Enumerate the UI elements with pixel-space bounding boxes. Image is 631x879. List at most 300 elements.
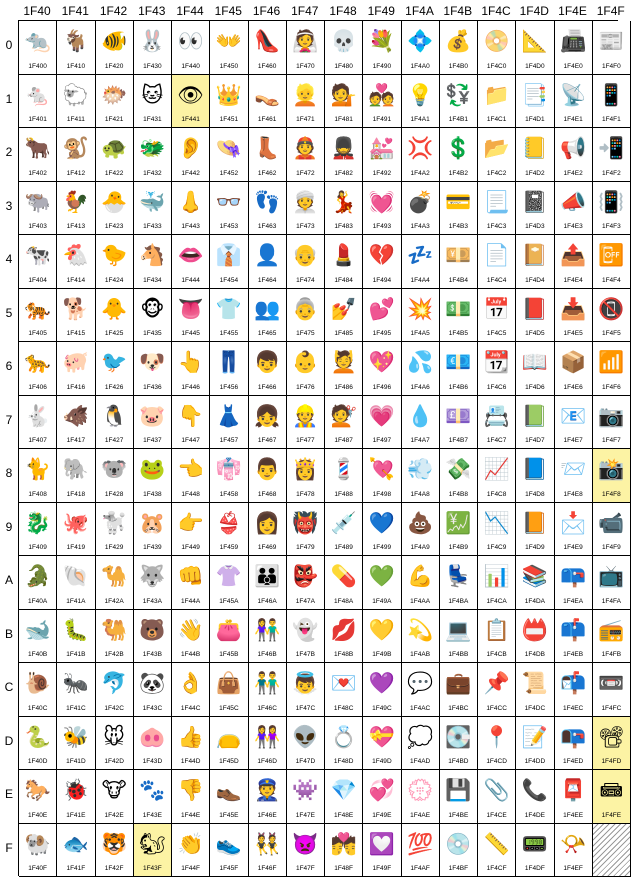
character-cell (287, 556, 325, 610)
codepoint-suffix: C (195, 704, 201, 712)
codepoint-suffix: 9 (157, 544, 162, 551)
codepoint-label (555, 170, 592, 178)
codepoint-prefix: 1F48 (334, 223, 350, 230)
codepoint-label (325, 116, 362, 124)
codepoint-prefix: 1F4C (486, 276, 503, 284)
emoji-glyph: 📩 (560, 510, 587, 535)
codepoint-prefix: 1F44 (181, 437, 197, 444)
emoji-glyph: 👍 (177, 724, 204, 749)
codepoint-prefix: 1F48 (334, 437, 350, 444)
character-cell (19, 610, 57, 664)
emoji-glyph: 📧 (560, 403, 587, 428)
codepoint-label (555, 223, 592, 231)
codepoint-suffix: 2 (81, 169, 86, 177)
emoji-glyph: 📏 (483, 831, 510, 856)
row-header: D (4, 733, 14, 748)
emoji-glyph: 💘 (368, 457, 395, 481)
codepoint-suffix: 0 (81, 62, 86, 70)
codepoint-prefix: 1F49 (372, 276, 388, 284)
character-cell (287, 75, 325, 129)
character-cell (249, 235, 287, 289)
emoji-glyph: 👛 (215, 617, 242, 642)
codepoint-prefix: 1F48 (334, 597, 349, 605)
codepoint-prefix: 1F4B (448, 490, 465, 498)
codepoint-label (19, 116, 56, 124)
emoji-glyph: 🐑 (62, 82, 89, 107)
codepoint-label (249, 705, 286, 713)
codepoint-prefix: 1F42 (104, 544, 120, 551)
emoji-glyph: 📽 (598, 724, 625, 749)
codepoint-label (440, 812, 477, 820)
character-cell (440, 235, 478, 289)
codepoint-suffix: E (234, 811, 239, 819)
codepoint-prefix: 1F44 (181, 597, 196, 605)
character-cell (402, 717, 440, 771)
codepoint-label (593, 758, 630, 766)
codepoint-prefix: 1F42 (104, 383, 120, 391)
codepoint-prefix: 1F43 (143, 383, 158, 391)
emoji-glyph: 👹 (292, 510, 319, 535)
codepoint-suffix: 1 (502, 116, 507, 123)
codepoint-suffix: 8 (464, 490, 468, 498)
codepoint-suffix: 5 (234, 330, 239, 337)
column-header: 1F40 (23, 4, 51, 18)
codepoint-suffix: 9 (387, 544, 392, 551)
codepoint-label (555, 330, 592, 338)
codepoint-suffix: 1 (349, 116, 353, 123)
codepoint-prefix: 1F44 (181, 865, 197, 872)
codepoint-prefix: 1F4A (410, 597, 426, 605)
codepoint-prefix: 1F41 (66, 758, 81, 765)
codepoint-label (478, 598, 515, 606)
character-cell (516, 770, 554, 824)
codepoint-suffix: 9 (81, 544, 86, 551)
codepoint-label (172, 598, 209, 606)
character-cell (593, 182, 631, 236)
codepoint-prefix: 1F45 (219, 597, 235, 605)
emoji-glyph: 📥 (560, 296, 587, 321)
character-cell (478, 235, 516, 289)
codepoint-prefix: 1F4D (524, 865, 541, 872)
codepoint-suffix: E (540, 811, 545, 819)
codepoint-suffix: D (233, 758, 239, 765)
codepoint-suffix: 4 (464, 276, 468, 284)
codepoint-suffix: 1 (196, 116, 200, 123)
codepoint-suffix: 0 (310, 62, 315, 70)
codepoint-prefix: 1F4B (448, 330, 465, 337)
character-cell (363, 21, 401, 75)
row-header: 4 (5, 252, 13, 266)
codepoint-prefix: 1F4E (563, 383, 580, 391)
codepoint-prefix: 1F4B (448, 116, 465, 123)
codepoint-prefix: 1F43 (142, 758, 158, 765)
character-cell (134, 449, 172, 503)
codepoint-prefix: 1F4C (486, 437, 503, 444)
character-cell (172, 182, 210, 236)
codepoint-label (210, 758, 247, 766)
emoji-glyph: 💊 (330, 564, 357, 588)
emoji-glyph: 💇 (330, 403, 357, 428)
codepoint-prefix: 1F4D (525, 544, 542, 551)
codepoint-label (172, 116, 209, 124)
character-cell (19, 342, 57, 396)
codepoint-suffix: A (425, 597, 431, 605)
codepoint-prefix: 1F41 (66, 383, 82, 391)
codepoint-label (363, 544, 400, 552)
codepoint-label (210, 865, 247, 873)
codepoint-prefix: 1F4F (601, 169, 618, 177)
emoji-glyph: 🐬 (101, 671, 128, 695)
character-cell (57, 75, 95, 129)
character-cell (96, 182, 134, 236)
codepoint-label (96, 63, 133, 71)
codepoint-suffix: F (157, 865, 162, 872)
codepoint-suffix: 5 (426, 330, 430, 337)
codepoint-prefix: 1F4B (448, 865, 465, 872)
emoji-glyph: 👫 (254, 617, 281, 642)
codepoint-label (478, 330, 515, 338)
codepoint-prefix: 1F4D (525, 223, 542, 230)
codepoint-label (440, 277, 477, 285)
emoji-glyph: 📖 (521, 350, 548, 374)
codepoint-prefix: 1F47 (296, 330, 311, 337)
emoji-glyph: 🐆 (24, 350, 51, 374)
character-cell (325, 21, 363, 75)
codepoint-suffix: E (616, 811, 622, 819)
emoji-glyph: 📌 (483, 671, 510, 695)
codepoint-suffix: 6 (541, 383, 545, 391)
codepoint-prefix: 1F4F (601, 276, 618, 284)
character-cell (363, 663, 401, 717)
codepoint-prefix: 1F49 (372, 169, 388, 177)
codepoint-label (555, 812, 592, 820)
codepoint-prefix: 1F41 (66, 811, 82, 819)
codepoint-label (363, 170, 400, 178)
character-cell (249, 717, 287, 771)
codepoint-suffix: 7 (464, 437, 468, 444)
codepoint-label (19, 384, 56, 392)
codepoint-prefix: 1F49 (372, 651, 388, 658)
character-cell (19, 556, 57, 610)
character-cell (363, 342, 401, 396)
codepoint-prefix: 1F4E (563, 651, 579, 658)
column-header: 1F47 (291, 4, 319, 18)
character-cell (593, 770, 631, 824)
emoji-glyph: 📁 (483, 82, 510, 107)
codepoint-prefix: 1F42 (104, 704, 120, 712)
column-header: 1F4C (481, 4, 511, 18)
codepoint-prefix: 1F42 (104, 811, 120, 819)
codepoint-prefix: 1F42 (104, 865, 120, 872)
codepoint-suffix: 8 (119, 490, 124, 498)
character-cell (325, 128, 363, 182)
character-cell (134, 21, 172, 75)
codepoint-prefix: 1F4D (525, 276, 542, 284)
codepoint-label (478, 544, 515, 552)
codepoint-prefix: 1F47 (295, 758, 311, 765)
codepoint-prefix: 1F4F (601, 223, 618, 230)
character-cell (440, 21, 478, 75)
character-cell (210, 770, 248, 824)
character-cell (134, 128, 172, 182)
character-cell (210, 824, 248, 878)
codepoint-prefix: 1F48 (333, 704, 349, 712)
codepoint-label (57, 758, 94, 766)
codepoint-label (402, 705, 439, 713)
emoji-glyph: 📱 (598, 82, 625, 107)
codepoint-label (478, 437, 515, 445)
codepoint-label (325, 277, 362, 285)
codepoint-label (172, 63, 209, 71)
emoji-glyph: 👱 (292, 82, 319, 107)
emoji-glyph: 💱 (445, 82, 472, 107)
codepoint-prefix: 1F4C (486, 490, 503, 498)
emoji-glyph: 💲 (445, 136, 472, 160)
character-cell (57, 21, 95, 75)
character-cell (478, 556, 516, 610)
codepoint-suffix: E (387, 811, 392, 819)
codepoint-prefix: 1F49 (372, 865, 388, 872)
codepoint-prefix: 1F49 (372, 383, 388, 391)
codepoint-label (402, 491, 439, 499)
character-cell (210, 128, 248, 182)
codepoint-label (555, 865, 592, 873)
emoji-glyph: 📮 (560, 778, 587, 802)
row-header: C (4, 680, 14, 694)
codepoint-label (555, 277, 592, 285)
codepoint-label (249, 865, 286, 873)
character-cell (287, 396, 325, 450)
character-cell (325, 342, 363, 396)
character-cell (325, 556, 363, 610)
codepoint-label (402, 437, 439, 445)
emoji-glyph: 📭 (560, 724, 587, 749)
character-cell (325, 610, 363, 664)
emoji-glyph: 👕 (215, 296, 242, 321)
character-cell (440, 289, 478, 343)
codepoint-label (363, 812, 400, 820)
codepoint-suffix: 5 (272, 330, 277, 337)
codepoint-label (249, 437, 286, 445)
character-cell (210, 396, 248, 450)
character-cell (402, 75, 440, 129)
emoji-glyph: 👘 (215, 457, 242, 481)
codepoint-suffix: 1 (426, 116, 430, 123)
codepoint-label (402, 598, 439, 606)
emoji-glyph: 🐡 (101, 82, 128, 107)
codepoint-prefix: 1F43 (142, 651, 158, 658)
character-cell (249, 21, 287, 75)
codepoint-label (134, 384, 171, 392)
codepoint-suffix: 1 (617, 116, 621, 123)
codepoint-suffix: D (195, 758, 201, 765)
codepoint-suffix: 2 (272, 169, 277, 177)
emoji-glyph: 👆 (177, 350, 204, 374)
codepoint-prefix: 1F41 (66, 116, 82, 123)
emoji-glyph: 📾 (599, 778, 624, 802)
codepoint-prefix: 1F42 (104, 651, 120, 658)
codepoint-suffix: E (195, 811, 201, 819)
character-cell (210, 503, 248, 557)
emoji-glyph: 💚 (368, 564, 395, 588)
emoji-glyph: 🐏 (24, 831, 51, 856)
codepoint-prefix: 1F44 (181, 544, 197, 551)
codepoint-label (19, 437, 56, 445)
codepoint-label (325, 223, 362, 231)
codepoint-label (516, 491, 553, 499)
codepoint-suffix: 3 (387, 223, 392, 230)
codepoint-label (287, 384, 324, 392)
emoji-glyph: 💞 (368, 778, 395, 802)
codepoint-suffix: B (234, 651, 239, 658)
character-cell (555, 717, 593, 771)
codepoint-suffix: A (502, 597, 507, 605)
codepoint-suffix: 8 (43, 490, 47, 498)
character-cell (593, 21, 631, 75)
codepoint-label (57, 223, 94, 231)
character-cell (210, 182, 248, 236)
codepoint-label (402, 758, 439, 766)
codepoint-label (363, 277, 400, 285)
codepoint-suffix: D (80, 758, 86, 765)
codepoint-suffix: 0 (157, 62, 162, 70)
codepoint-prefix: 1F42 (104, 116, 120, 123)
codepoint-prefix: 1F4E (563, 116, 580, 123)
character-cell (440, 770, 478, 824)
codepoint-label (19, 223, 56, 231)
codepoint-suffix: 6 (349, 383, 353, 391)
codepoint-prefix: 1F4F (601, 437, 618, 444)
character-cell (134, 289, 172, 343)
codepoint-label (325, 651, 362, 659)
codepoint-suffix: 2 (196, 169, 200, 177)
character-cell (57, 128, 95, 182)
codepoint-suffix: A (578, 597, 584, 605)
codepoint-label (287, 758, 324, 766)
emoji-glyph: 🐇 (24, 403, 51, 428)
codepoint-label (555, 651, 592, 659)
emoji-glyph: 💹 (445, 510, 472, 535)
codepoint-suffix: 8 (349, 490, 353, 498)
codepoint-suffix: B (157, 651, 162, 658)
emoji-glyph: 🐂 (24, 136, 51, 160)
codepoint-suffix: 8 (157, 490, 162, 498)
codepoint-suffix: 0 (234, 62, 239, 70)
codepoint-suffix: A (463, 597, 469, 605)
emoji-glyph: 👾 (292, 778, 319, 802)
codepoint-prefix: 1F47 (295, 704, 311, 712)
codepoint-suffix: 2 (541, 169, 545, 177)
codepoint-label (57, 437, 94, 445)
codepoint-label (96, 651, 133, 659)
character-cell (19, 663, 57, 717)
character-cell (478, 289, 516, 343)
character-cell (440, 717, 478, 771)
codepoint-label (210, 277, 247, 285)
character-cell (287, 128, 325, 182)
emoji-glyph: 📷 (598, 403, 625, 428)
character-cell (134, 610, 172, 664)
codepoint-prefix: 1F44 (181, 490, 197, 498)
codepoint-label (172, 705, 209, 713)
emoji-glyph: 👝 (215, 724, 242, 749)
emoji-glyph: 💄 (330, 243, 357, 267)
character-cell (402, 449, 440, 503)
emoji-glyph: 💙 (368, 510, 395, 535)
emoji-glyph: 🐖 (62, 350, 89, 374)
emoji-glyph: 🐃 (24, 189, 51, 214)
emoji-glyph: 👤 (254, 243, 281, 267)
codepoint-suffix: 6 (502, 383, 507, 391)
codepoint-label (249, 170, 286, 178)
emoji-glyph: 👈 (177, 457, 204, 481)
emoji-glyph: 📃 (483, 189, 510, 214)
codepoint-prefix: 1F41 (66, 437, 82, 444)
codepoint-suffix: 2 (119, 169, 124, 177)
codepoint-prefix: 1F40 (28, 544, 44, 551)
character-cell (134, 503, 172, 557)
character-cell (57, 824, 95, 878)
character-cell (57, 182, 95, 236)
codepoint-label (478, 491, 515, 499)
codepoint-label (249, 116, 286, 124)
emoji-glyph: 🐪 (101, 564, 128, 588)
codepoint-prefix: 1F48 (334, 62, 350, 70)
codepoint-prefix: 1F4E (563, 544, 580, 551)
character-cell (19, 449, 57, 503)
codepoint-label (172, 330, 209, 338)
codepoint-prefix: 1F4E (563, 758, 579, 765)
codepoint-label (19, 758, 56, 766)
codepoint-label (593, 705, 630, 713)
codepoint-prefix: 1F4B (448, 597, 464, 605)
character-cell (478, 128, 516, 182)
codepoint-label (325, 384, 362, 392)
codepoint-prefix: 1F48 (334, 276, 350, 284)
emoji-glyph: 🐻 (139, 617, 166, 642)
codepoint-suffix: A (310, 597, 315, 605)
codepoint-suffix: 5 (464, 330, 468, 337)
codepoint-label (593, 437, 630, 445)
emoji-glyph: 👋 (177, 617, 204, 642)
codepoint-suffix: 2 (157, 169, 162, 177)
emoji-glyph: 👷 (292, 403, 319, 428)
codepoint-label (555, 491, 592, 499)
codepoint-suffix: 2 (310, 169, 315, 177)
character-cell (172, 610, 210, 664)
column-header: 1F41 (61, 4, 89, 18)
character-cell (593, 75, 631, 129)
character-cell (402, 503, 440, 557)
codepoint-label (287, 437, 324, 445)
codepoint-suffix: 8 (310, 490, 315, 498)
codepoint-label (325, 705, 362, 713)
emoji-glyph: 📘 (521, 457, 548, 481)
emoji-glyph: 🐙 (62, 510, 89, 535)
codepoint-prefix: 1F44 (180, 758, 196, 765)
codepoint-label (516, 598, 553, 606)
codepoint-suffix: 5 (81, 330, 86, 337)
codepoint-prefix: 1F47 (296, 223, 311, 230)
codepoint-label (249, 812, 286, 820)
codepoint-suffix: 1 (81, 116, 85, 123)
codepoint-suffix: 2 (387, 169, 392, 177)
codepoint-prefix: 1F49 (372, 704, 387, 712)
codepoint-prefix: 1F44 (181, 383, 197, 391)
emoji-glyph: 💽 (445, 724, 472, 749)
codepoint-suffix: A (42, 597, 48, 605)
emoji-glyph: 🐼 (139, 671, 166, 695)
